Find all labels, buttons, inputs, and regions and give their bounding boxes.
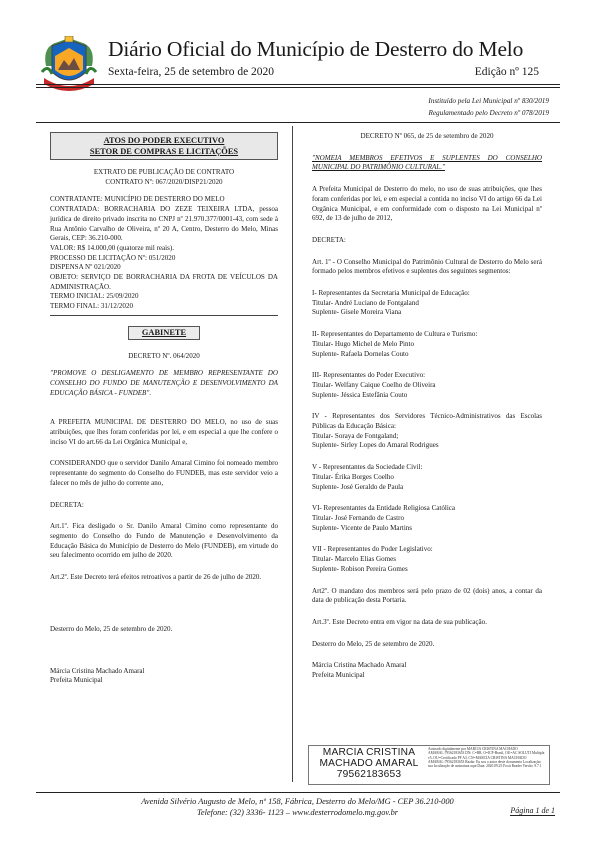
section-head-purchasing: SETOR DE COMPRAS E LICITAÇÕES — [89, 147, 239, 156]
gabinete-header: GABINETE — [128, 326, 200, 340]
decree-065-title: DECRETO Nº 065, de 25 de setembro de 2020 — [360, 132, 494, 140]
group-titular: Titular- Welfany Caique Coelho de Oliveira — [312, 380, 436, 389]
council-group — [312, 463, 542, 492]
term-start: TERMO INICIAL: 25/09/2020 — [50, 292, 139, 301]
footer-rule — [36, 792, 560, 793]
council-group — [312, 371, 542, 400]
decree-064-considerando: CONSIDERANDO que o servidor Danilo Amaral Cimino foi nomeado membro representante do segmento do Conselho do FUNDEB, mas este servidor veio a falecer no mês de julho do corrente ano, — [50, 459, 278, 487]
section-head-executive: ATOS DO PODER EXECUTIVO — [103, 136, 225, 145]
municipal-coat-of-arms — [38, 36, 100, 98]
council-group — [312, 289, 542, 318]
group-titular: Titular- Marcelo Elias Gomes — [312, 555, 396, 564]
right-column — [312, 128, 542, 681]
decree-064-signer-name: Márcia Cristina Machado Amaral — [50, 666, 145, 675]
council-group — [312, 545, 542, 574]
decree-065-art3: Art.3º. Este Decreto entra em vigor na data de sua publicação. — [312, 617, 487, 626]
group-suplente: Suplente- Gisele Moreira Viana — [312, 308, 402, 317]
group-suplente: Suplente- Vicente de Paulo Martins — [312, 523, 413, 532]
gazette-title: Diário Oficial do Município de Desterro do Melo — [108, 37, 524, 61]
group-heading: II- Representantes do Departamento de Cultura e Turismo: — [312, 330, 478, 339]
group-titular: Titular- Hugo Michel de Melo Pinto — [312, 339, 414, 348]
signature-name-line1: MARCIA CRISTINA — [322, 747, 416, 758]
signature-name-line2: MACHADO AMARAL — [319, 758, 419, 769]
group-heading: VI- Representantes da Entidade Religiosa Católica — [312, 504, 456, 513]
group-suplente: Suplente- Sirley Lopes do Amaral Rodrigues — [312, 441, 439, 450]
group-titular: Titular- José Fernando de Castro — [312, 513, 404, 522]
extract-title: EXTRATO DE PUBLICAÇÃO DE CONTRATO — [93, 168, 235, 176]
decree-064-art2: Art.2º. Este Decreto terá efeitos retroativos a partir de 26 de julho de 2020. — [50, 573, 262, 582]
page-number: Página 1 de 1 — [510, 806, 555, 815]
council-group — [312, 504, 542, 533]
dispensa-number: DISPENSA Nº 021/2020 — [50, 263, 121, 272]
header-rule-thin — [36, 87, 560, 88]
decree-064-decreta: DECRETA: — [50, 500, 84, 509]
group-titular: Titular- Soraya de Fontgaland; — [312, 431, 399, 440]
footer-contact: Telefone: (32) 3336- 1123 – www.desterrodomelo.mg.gov.br — [196, 808, 399, 817]
group-heading: I- Representantes da Secretaria Municipal de Educação: — [312, 289, 470, 298]
contratada: CONTRATADA: BORRACHARIA DO ZEZE TEIXEIRA LTDA, pessoa jurídica de direito privado inscrita no CNPJ nº 21.970.377/0001-43, com sede à Rua Antônio Carvalho de Oliveira, nº 20 A, Centro, Desterro do Melo, Minas Gerais, CEP: 36.210-000. — [50, 205, 278, 243]
decree-064-place-date: Desterro do Melo, 25 de setembro de 2020. — [50, 624, 173, 633]
decree-065-decreta: DECRETA: — [312, 235, 346, 244]
institution-law: Instituído pela Lei Municipal nº 830/2019 — [428, 97, 549, 105]
decree-065-art1: Art. 1º - O Conselho Municipal do Patrimônio Cultural de Desterro do Melo será formado pelos membros efetivos e suplentes dos seguintes segmentos: — [312, 257, 542, 276]
signature-cpf-number: 79562183653 — [336, 769, 402, 780]
column-divider — [292, 126, 293, 782]
columns-top-rule — [36, 122, 560, 123]
institution-decree: Regulamentado pelo Decreto nº 078/2019 — [428, 109, 549, 117]
decree-064-art1: Art.1º. Fica desligado o Sr. Danilo Amaral Cimino como representante do segmento do Conselho do Fundo de Manutenção e Desenvolvimento da Educação Básica do Município de Desterro do Melo (FUNDEB), em virtude do seu falecimento ocorrido em julho de 2020. — [50, 522, 278, 560]
decree-065-ementa: "NOMEIA MEMBROS EFETIVOS E SUPLENTES DO CONSELHO MUNICIPAL DO PATRIMÔNIO CULTURAL." — [312, 153, 542, 172]
decree-064-signer-role: Prefeita Municipal — [50, 676, 103, 685]
group-suplente: Suplente- Robison Pereira Gomes — [312, 564, 408, 573]
decree-065-art2: Art2º. O mandato dos membros será pelo prazo de 02 (dois) anos, a contar da data de publicação desta Portaria. — [312, 586, 542, 605]
council-group — [312, 412, 542, 451]
group-suplente: Suplente- Rafaela Dornelas Couto — [312, 349, 409, 358]
council-group — [312, 330, 542, 359]
decree-064-title: DECRETO Nº. 064/2020 — [128, 351, 200, 360]
contratante: CONTRATANTE: MUNICÍPIO DE DESTERRO DO MELO — [50, 195, 225, 204]
footer-address: Avenida Silvério Augusto de Melo, nº 158, Fábrica, Desterro do Melo/MG - CEP 36.210-000 — [141, 797, 454, 806]
group-heading: VII - Representantes do Poder Legislativo: — [312, 545, 433, 554]
group-titular: Titular- Érika Borges Coelho — [312, 472, 394, 481]
group-suplente: Suplente- Jéssica Estefânia Couto — [312, 390, 408, 399]
group-suplente: Suplente- José Geraldo de Paula — [312, 482, 404, 491]
decree-064-ementa: "PROMOVE O DESLIGAMENTO DE MEMBRO REPRESENTANTE DO CONSELHO DO FUNDO DE MANUTENÇÃO E DESENVOLVIMENTO DA EDUCAÇÃO BÁSICA - FUNDEB". — [50, 369, 278, 397]
process-number: PROCESSO DE LICITAÇÃO Nº: 051/2020 — [50, 253, 176, 262]
signature-fine-print: Assinado digitalmente por MARCIA CRISTINA MACHADO AMARAL:79562183653 DN: C=BR, O=ICP-Brasil, OU=AC SOLUTI Multipla v5, OU=Certificado PF A3, CN=MARCIA CRISTINA MACHADO AMARAL:79562183653 Razão: Eu sou o autor deste documento Localização: sua localização de assinatura aqui Data: 2020.09.25 Foxit Reader Versão: 9.7.1 — [428, 747, 545, 769]
contract-object: OBJETO: SERVIÇO DE BORRACHARIA DA FROTA DE VEÍCULOS DA ADMINISTRAÇÃO. — [50, 273, 278, 291]
decree-065-signer-role: Prefeita Municipal — [312, 671, 365, 680]
contract-number: CONTRATO Nº: 067/2020/DISP21/2020 — [105, 177, 223, 186]
decree-065-signer-name: Márcia Cristina Machado Amaral — [312, 661, 407, 670]
signature-name-block — [310, 747, 428, 780]
decree-065-place-date: Desterro do Melo, 25 de setembro de 2020. — [312, 639, 435, 648]
group-heading: III- Representantes do Poder Executivo: — [312, 371, 426, 380]
group-heading: V - Representantes da Sociedade Civil: — [312, 463, 423, 472]
contract-value: VALOR: R$ 14.000,00 (quatorze mil reais). — [50, 243, 174, 252]
group-heading: IV - Representantes dos Servidores Técnico-Administrativos das Escolas Públicas da Educação Básica: — [312, 412, 542, 431]
left-column — [50, 128, 278, 686]
decree-065-preamble: A Prefeita Municipal de Desterro do melo, no uso de suas atribuições, que lhes foram conferidas por lei, e em especial a contida no inciso VI do artigo 66 da Lei Orgânica Municipal, e em conformidade com o disposto na Lei Municipal nº 692, de 13 de julho de 2012, — [312, 185, 542, 223]
decree-064-preamble: A PREFEITA MUNICIPAL DE DESTERRO DO MELO, no uso de suas atribuições, que lhes foram conferidas por lei, e em especial a que lhe confere o inciso VI do art.66 da Lei Orgânica Municipal e, — [50, 418, 278, 446]
publication-date: Sexta-feira, 25 de setembro de 2020 — [108, 66, 275, 78]
edition-number: Edição nº 125 — [474, 66, 539, 78]
group-titular: Titular- André Luciano de Fontgaland — [312, 298, 419, 307]
section-header-box — [50, 132, 278, 160]
term-end: TERMO FINAL: 31/12/2020 — [50, 302, 133, 311]
header-rule — [36, 84, 560, 85]
